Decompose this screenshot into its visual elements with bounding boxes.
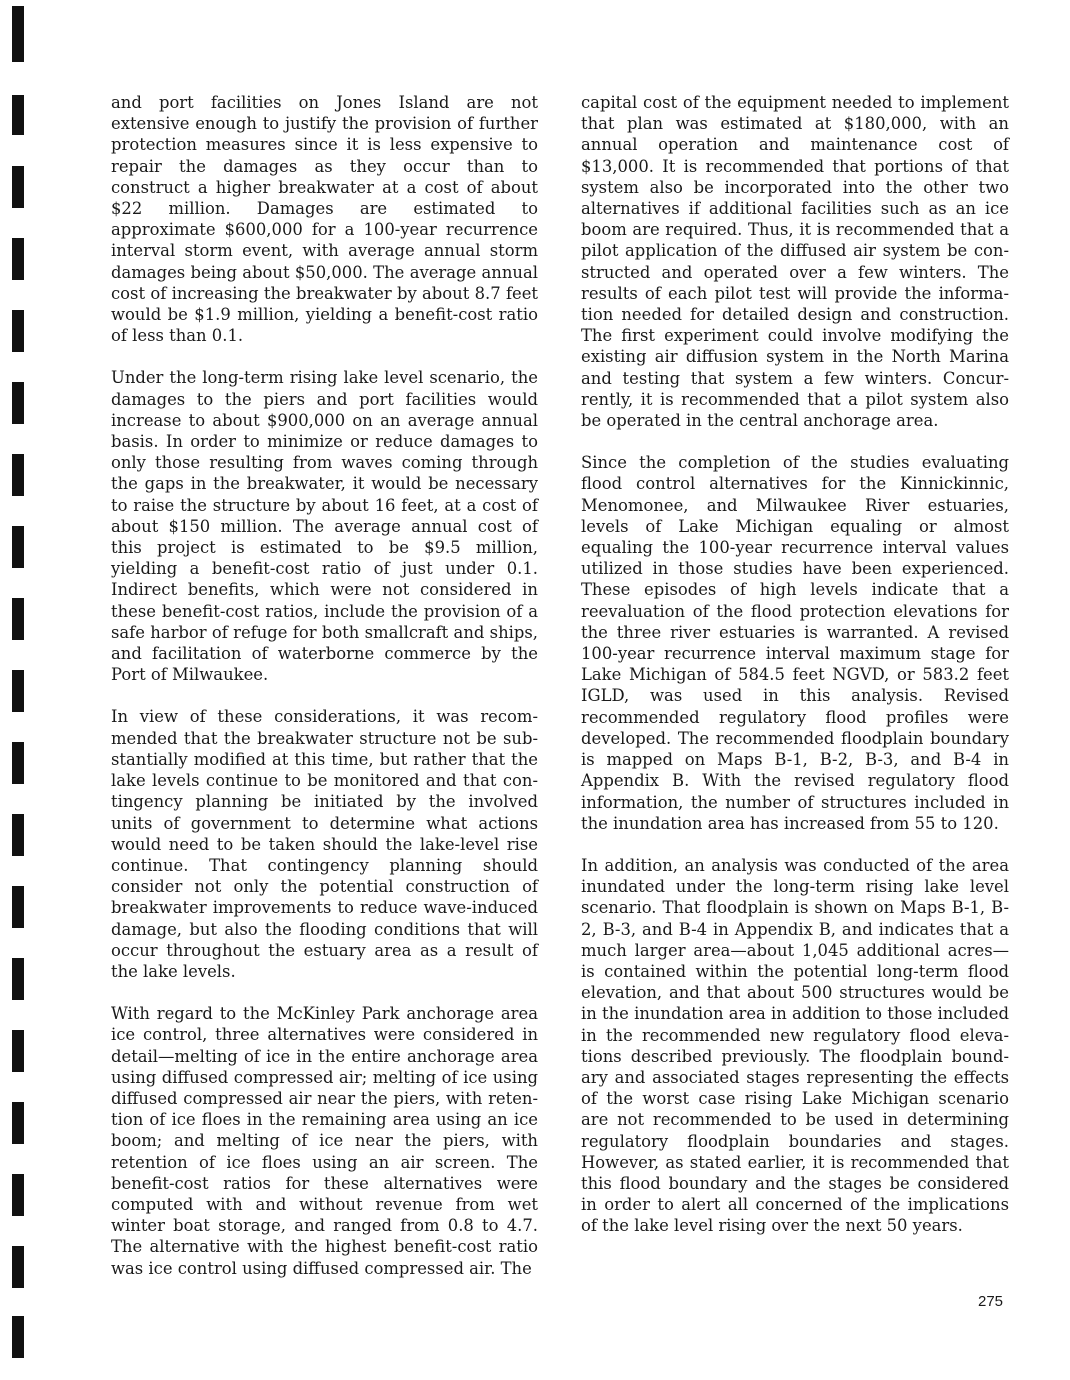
paragraph: In view of these considerations, it was recommended that the breakwater structure not be substantially modified at this time, but rather that the lake levels continue to be monitored and that contingency planning be initiated by the involved units of government to determine what actions would need to be taken should the lake-level rise continue. That contingency planning should consider not only the potential construction of breakwater improvements to reduce wave-induced damage, but also the flooding conditions that will occur throughout the estuary area as a result of the lake levels.	[111, 707, 538, 981]
binding-mark	[12, 95, 24, 135]
paragraph: and port facilities on Jones Island are not extensive enough to justify the provision of further protection measures since it is less expensive to repair the damages as they occur than to construct a higher breakwater at a cost of about $22 million. Damages are estimated to approximate $600,000 for a 100-year recurrence interval storm event, with average annual storm damages being about $50,000. The average annual cost of increasing the breakwater by about 8.7 feet would be $1.9 million, yielding a benefit-cost ratio of less than 0.1.	[111, 93, 538, 346]
binding-mark	[12, 1246, 24, 1288]
paragraph: With regard to the McKinley Park anchorage area ice control, three alternatives were considered in detail—melting of ice in the entire anchorage area using diffused compressed air; melting of ice using diffused compressed air near the piers, with retention of ice floes in the remaining area using an ice boom; and melting of ice near the piers, with retention of ice floes using an air screen. The benefit-cost ratios for these alternatives were computed with and without revenue from wet winter boat storage, and ranged from 0.8 to 4.7. The alternative with the highest benefit-cost ratio was ice control using diffused compressed air. The	[111, 1004, 538, 1278]
left-text-column	[111, 92, 538, 1300]
paragraph: In addition, an analysis was conducted of the area inundated under the long-term rising lake level scenario. That floodplain is shown on Maps B-1, B-2, B-3, and B-4 in Appendix B, and indicates that a much larger area—about 1,045 additional acres—is contained within the potential long-term flood elevation, and that about 500 structures would be in the inundation area in addition to those included in the recommended new regulatory flood elevations described previously. The floodplain boundary and associated stages representing the effects of the worst case rising Lake Michigan scenario are not recommended to be used in determining regulatory floodplain boundaries and stages. However, as stated earlier, it is recommended that this flood boundary and the stages be considered in order to alert all concerned of the implications of the lake level rising over the next 50 years.	[581, 855, 1009, 1236]
binding-mark	[12, 814, 24, 856]
page-number: 275	[978, 1293, 1004, 1310]
binding-mark	[12, 166, 24, 208]
binding-mark	[12, 1102, 24, 1144]
paragraph: Since the completion of the studies evaluating flood control alternatives for the Kinnickinnic, Menomonee, and Milwaukee River estuaries, levels of Lake Michigan equaling or almost equaling the 100-year recurrence interval values utilized in those studies have been experienced. These episodes of high levels indicate that a reevaluation of the flood protection elevations for the three river estuaries is warranted. A revised 100-year recurrence interval maximum stage for Lake Michigan of 584.5 feet NGVD, or 583.2 feet IGLD, was used in this analysis. Revised recommended regulatory flood profiles were developed. The recommended floodplain boundary is mapped on Maps B-1, B-2, B-3, and B-4 in Appendix B. With the revised regulatory flood information, the number of structures included in the inundation area has increased from 55 to 120.	[581, 453, 1009, 833]
binding-mark	[12, 526, 24, 568]
binding-mark	[12, 1030, 24, 1072]
binding-mark	[12, 6, 24, 62]
right-text-column	[581, 92, 1009, 1258]
binding-mark	[12, 886, 24, 928]
binding-mark	[12, 598, 24, 640]
paragraph: Under the long-term rising lake level scenario, the damages to the piers and port facilities would increase to about $900,000 on an average annual basis. In order to minimize or reduce damages to only those resulting from waves coming through the gaps in the breakwater, it would be necessary to raise the structure by about 16 feet, at a cost of about $150 million. The average annual cost of this project is estimated to be $9.5 million, yielding a benefit-cost ratio of just under 0.1. Indirect benefits, which were not considered in these benefit-cost ratios, include the provision of a safe harbor of refuge for both smallcraft and ships, and facilitation of waterborne commerce by the Port of Milwaukee.	[111, 368, 538, 685]
binding-mark	[12, 310, 24, 352]
binding-mark	[12, 382, 24, 424]
paragraph: capital cost of the equipment needed to implement that plan was estimated at $180,000, with an annual operation and maintenance cost of $13,000. It is recommended that portions of that system also be incorporated into the other two alternatives if additional facilities such as an ice boom are required. Thus, it is recommended that a pilot application of the diffused air system be constructed and operated over a few winters. The results of each pilot test will provide the information needed for detailed design and construction. The first experiment could involve modifying the existing air diffusion system in the North Marina and testing that system a few winters. Concurrently, it is recommended that a pilot system also be operated in the central anchorage area.	[581, 93, 1009, 431]
binding-mark	[12, 454, 24, 496]
binding-mark	[12, 742, 24, 784]
binding-mark	[12, 670, 24, 712]
binding-mark	[12, 958, 24, 1000]
binding-mark	[12, 1174, 24, 1216]
binding-mark	[12, 238, 24, 280]
binding-mark	[12, 1316, 24, 1358]
